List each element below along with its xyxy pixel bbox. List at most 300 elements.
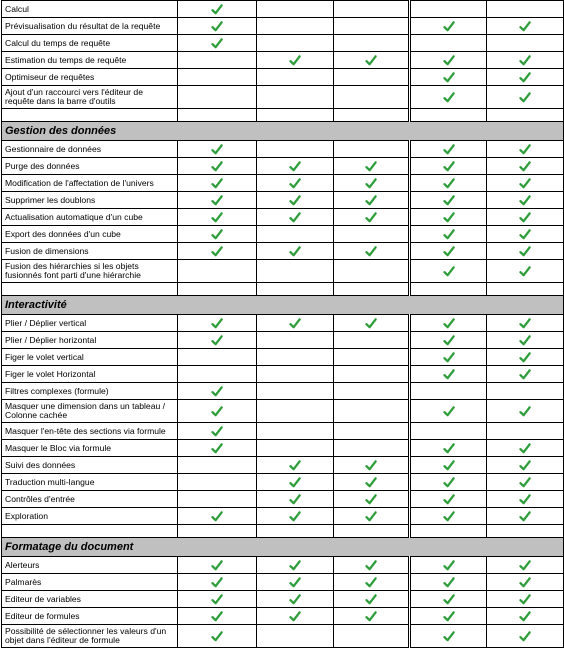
table-row — [2, 508, 564, 525]
check-cell — [178, 141, 257, 158]
table-row — [2, 141, 564, 158]
check-cell — [487, 243, 564, 260]
checkmark-icon — [443, 72, 455, 83]
check-cell — [178, 591, 257, 608]
feature-label: Editeur de formules — [2, 608, 178, 625]
check-cell — [487, 349, 564, 366]
check-cell — [257, 608, 334, 625]
checkmark-icon — [211, 161, 223, 172]
check-cell — [178, 209, 257, 226]
checkmark-icon — [289, 318, 301, 329]
check-cell — [178, 243, 257, 260]
check-cell — [410, 400, 487, 423]
feature-label: Masquer l'en-tête des sections via formule — [2, 423, 178, 440]
empty-cell — [257, 226, 334, 243]
checkmark-icon — [443, 161, 455, 172]
checkmark-icon — [443, 611, 455, 622]
section-header: Gestion des données — [2, 122, 564, 141]
table-row — [2, 349, 564, 366]
check-cell — [334, 574, 410, 591]
checkmark-icon — [289, 594, 301, 605]
empty-cell — [334, 400, 410, 423]
checkmark-icon — [519, 178, 531, 189]
check-cell — [410, 557, 487, 574]
table-body — [2, 1, 564, 648]
checkmark-icon — [443, 594, 455, 605]
check-cell — [334, 243, 410, 260]
empty-cell — [257, 141, 334, 158]
check-cell — [178, 508, 257, 525]
check-cell — [257, 243, 334, 260]
checkmark-icon — [211, 4, 223, 15]
check-cell — [334, 508, 410, 525]
checkmark-icon — [519, 594, 531, 605]
check-cell — [178, 440, 257, 457]
table-row — [2, 400, 564, 423]
empty-cell — [410, 423, 487, 440]
empty-cell — [410, 109, 487, 122]
check-cell — [410, 366, 487, 383]
check-cell — [334, 158, 410, 175]
check-cell — [410, 591, 487, 608]
checkmark-icon — [443, 369, 455, 380]
checkmark-icon — [519, 511, 531, 522]
checkmark-icon — [211, 443, 223, 454]
check-cell — [410, 52, 487, 69]
check-cell — [410, 349, 487, 366]
table-row — [2, 366, 564, 383]
feature-label: Plier / Déplier vertical — [2, 315, 178, 332]
empty-cell — [487, 423, 564, 440]
table-row — [2, 315, 564, 332]
check-cell — [334, 315, 410, 332]
checkmark-icon — [211, 178, 223, 189]
empty-cell — [334, 283, 410, 296]
check-cell — [334, 491, 410, 508]
checkmark-icon — [211, 229, 223, 240]
empty-cell — [257, 1, 334, 18]
checkmark-icon — [211, 611, 223, 622]
check-cell — [410, 608, 487, 625]
check-cell — [257, 474, 334, 491]
check-cell — [178, 608, 257, 625]
checkmark-icon — [365, 594, 377, 605]
checkmark-icon — [443, 144, 455, 155]
feature-label: Calcul du temps de requête — [2, 35, 178, 52]
empty-cell — [178, 474, 257, 491]
table-row — [2, 332, 564, 349]
checkmark-icon — [519, 55, 531, 66]
check-cell — [257, 175, 334, 192]
check-cell — [410, 226, 487, 243]
check-cell — [487, 158, 564, 175]
check-cell — [410, 69, 487, 86]
check-cell — [334, 591, 410, 608]
checkmark-icon — [519, 229, 531, 240]
spacer-row — [2, 525, 564, 538]
check-cell — [487, 608, 564, 625]
section-header: Interactivité — [2, 296, 564, 315]
checkmark-icon — [365, 178, 377, 189]
check-cell — [487, 591, 564, 608]
empty-cell — [178, 109, 257, 122]
empty-cell — [178, 52, 257, 69]
checkmark-icon — [289, 55, 301, 66]
check-cell — [410, 158, 487, 175]
checkmark-icon — [443, 318, 455, 329]
check-cell — [487, 474, 564, 491]
checkmark-icon — [443, 494, 455, 505]
checkmark-icon — [443, 266, 455, 277]
check-cell — [178, 574, 257, 591]
checkmark-icon — [211, 212, 223, 223]
check-cell — [487, 400, 564, 423]
check-cell — [487, 141, 564, 158]
feature-label: Actualisation automatique d'un cube — [2, 209, 178, 226]
table-row — [2, 440, 564, 457]
checkmark-icon — [211, 594, 223, 605]
check-cell — [178, 315, 257, 332]
check-cell — [257, 192, 334, 209]
checkmark-icon — [211, 335, 223, 346]
empty-cell — [257, 109, 334, 122]
empty-cell — [178, 69, 257, 86]
checkmark-icon — [519, 318, 531, 329]
checkmark-icon — [211, 386, 223, 397]
checkmark-icon — [519, 21, 531, 32]
empty-cell — [334, 625, 410, 648]
table-row — [2, 625, 564, 648]
checkmark-icon — [365, 460, 377, 471]
check-cell — [257, 574, 334, 591]
table-row — [2, 557, 564, 574]
check-cell — [410, 209, 487, 226]
feature-label: Fusion des hiérarchies si les objets fusionnés font parti d'une hiérarchie — [2, 260, 178, 283]
checkmark-icon — [211, 21, 223, 32]
check-cell — [410, 457, 487, 474]
checkmark-icon — [211, 38, 223, 49]
empty-cell — [257, 260, 334, 283]
section-header-row — [2, 296, 564, 315]
check-cell — [334, 557, 410, 574]
empty-cell — [487, 383, 564, 400]
checkmark-icon — [211, 560, 223, 571]
feature-label: Contrôles d'entrée — [2, 491, 178, 508]
check-cell — [410, 474, 487, 491]
check-cell — [334, 474, 410, 491]
check-cell — [410, 175, 487, 192]
checkmark-icon — [519, 246, 531, 257]
empty-cell — [487, 525, 564, 538]
checkmark-icon — [289, 511, 301, 522]
checkmark-icon — [365, 494, 377, 505]
feature-label: Possibilité de sélectionner les valeurs d'un objet dans l'éditeur de formule — [2, 625, 178, 648]
table-row — [2, 608, 564, 625]
check-cell — [410, 243, 487, 260]
table-row — [2, 209, 564, 226]
checkmark-icon — [211, 511, 223, 522]
checkmark-icon — [365, 477, 377, 488]
empty-cell — [487, 35, 564, 52]
feature-label: Fusion de dimensions — [2, 243, 178, 260]
feature-label: Modification de l'affectation de l'univers — [2, 175, 178, 192]
check-cell — [487, 209, 564, 226]
check-cell — [410, 574, 487, 591]
checkmark-icon — [289, 494, 301, 505]
table-row — [2, 260, 564, 283]
checkmark-icon — [289, 161, 301, 172]
table-row — [2, 423, 564, 440]
check-cell — [178, 1, 257, 18]
checkmark-icon — [289, 195, 301, 206]
checkmark-icon — [519, 560, 531, 571]
checkmark-icon — [443, 195, 455, 206]
checkmark-icon — [289, 611, 301, 622]
checkmark-icon — [443, 55, 455, 66]
check-cell — [178, 226, 257, 243]
check-cell — [178, 192, 257, 209]
empty-cell — [178, 349, 257, 366]
table-row — [2, 86, 564, 109]
checkmark-icon — [211, 195, 223, 206]
table-row — [2, 574, 564, 591]
check-cell — [334, 608, 410, 625]
empty-cell — [178, 491, 257, 508]
checkmark-icon — [289, 246, 301, 257]
checkmark-icon — [211, 577, 223, 588]
empty-cell — [334, 226, 410, 243]
check-cell — [487, 175, 564, 192]
empty-cell — [257, 349, 334, 366]
checkmark-icon — [365, 212, 377, 223]
checkmark-icon — [519, 494, 531, 505]
checkmark-icon — [211, 246, 223, 257]
checkmark-icon — [519, 406, 531, 417]
check-cell — [487, 332, 564, 349]
check-cell — [487, 315, 564, 332]
check-cell — [178, 18, 257, 35]
empty-cell — [257, 332, 334, 349]
feature-label: Ajout d'un raccourci vers l'éditeur de requête dans la barre d'outils — [2, 86, 178, 109]
empty-cell — [257, 625, 334, 648]
check-cell — [410, 491, 487, 508]
check-cell — [487, 440, 564, 457]
empty-cell — [334, 86, 410, 109]
table-row — [2, 18, 564, 35]
check-cell — [178, 400, 257, 423]
table-row — [2, 1, 564, 18]
table-row — [2, 591, 564, 608]
check-cell — [257, 491, 334, 508]
checkmark-icon — [443, 406, 455, 417]
empty-cell — [334, 18, 410, 35]
check-cell — [487, 69, 564, 86]
check-cell — [487, 366, 564, 383]
table-row — [2, 52, 564, 69]
checkmark-icon — [443, 246, 455, 257]
check-cell — [487, 226, 564, 243]
check-cell — [410, 332, 487, 349]
check-cell — [257, 508, 334, 525]
check-cell — [334, 457, 410, 474]
feature-label: Calcul — [2, 1, 178, 18]
empty-cell — [487, 109, 564, 122]
checkmark-icon — [211, 426, 223, 437]
feature-label: Purge des données — [2, 158, 178, 175]
empty-cell — [487, 283, 564, 296]
feature-label: Gestionnaire de données — [2, 141, 178, 158]
check-cell — [178, 557, 257, 574]
checkmark-icon — [519, 266, 531, 277]
check-cell — [487, 260, 564, 283]
feature-label: Prévisualisation du résultat de la requête — [2, 18, 178, 35]
empty-cell — [334, 525, 410, 538]
feature-label: Editeur de variables — [2, 591, 178, 608]
checkmark-icon — [443, 577, 455, 588]
spacer-row — [2, 283, 564, 296]
check-cell — [257, 457, 334, 474]
check-cell — [410, 86, 487, 109]
table-row — [2, 457, 564, 474]
empty-cell — [257, 18, 334, 35]
checkmark-icon — [289, 577, 301, 588]
empty-cell — [257, 283, 334, 296]
empty-cell — [178, 260, 257, 283]
empty-cell — [178, 86, 257, 109]
empty-cell — [410, 1, 487, 18]
checkmark-icon — [443, 212, 455, 223]
feature-label: Supprimer les doublons — [2, 192, 178, 209]
table-row — [2, 69, 564, 86]
checkmark-icon — [289, 560, 301, 571]
table-row — [2, 226, 564, 243]
check-cell — [178, 175, 257, 192]
checkmark-icon — [365, 511, 377, 522]
check-cell — [410, 260, 487, 283]
check-cell — [487, 192, 564, 209]
empty-cell — [334, 440, 410, 457]
empty-cell — [2, 283, 178, 296]
empty-cell — [334, 423, 410, 440]
table-row — [2, 175, 564, 192]
checkmark-icon — [519, 92, 531, 103]
table-row — [2, 243, 564, 260]
checkmark-icon — [519, 212, 531, 223]
empty-cell — [257, 440, 334, 457]
empty-cell — [2, 525, 178, 538]
empty-cell — [334, 35, 410, 52]
checkmark-icon — [443, 178, 455, 189]
feature-label: Optimiseur de requêtes — [2, 69, 178, 86]
checkmark-icon — [443, 477, 455, 488]
checkmark-icon — [443, 21, 455, 32]
empty-cell — [334, 366, 410, 383]
checkmark-icon — [519, 335, 531, 346]
check-cell — [410, 508, 487, 525]
table-row — [2, 491, 564, 508]
feature-label: Exploration — [2, 508, 178, 525]
checkmark-icon — [519, 161, 531, 172]
empty-cell — [257, 366, 334, 383]
checkmark-icon — [211, 631, 223, 642]
checkmark-icon — [519, 460, 531, 471]
check-cell — [334, 52, 410, 69]
checkmark-icon — [519, 477, 531, 488]
checkmark-icon — [519, 352, 531, 363]
empty-cell — [257, 86, 334, 109]
checkmark-icon — [289, 178, 301, 189]
feature-label: Figer le volet Horizontal — [2, 366, 178, 383]
feature-comparison-table — [1, 0, 564, 648]
feature-label: Filtres complexes (formule) — [2, 383, 178, 400]
empty-cell — [410, 383, 487, 400]
check-cell — [487, 18, 564, 35]
checkmark-icon — [365, 318, 377, 329]
empty-cell — [334, 332, 410, 349]
checkmark-icon — [443, 511, 455, 522]
check-cell — [178, 35, 257, 52]
check-cell — [487, 457, 564, 474]
checkmark-icon — [365, 560, 377, 571]
empty-cell — [178, 525, 257, 538]
check-cell — [178, 625, 257, 648]
check-cell — [410, 625, 487, 648]
empty-cell — [334, 69, 410, 86]
empty-cell — [178, 283, 257, 296]
feature-label: Alerteurs — [2, 557, 178, 574]
checkmark-icon — [519, 195, 531, 206]
check-cell — [410, 18, 487, 35]
checkmark-icon — [289, 477, 301, 488]
checkmark-icon — [519, 631, 531, 642]
feature-label: Traduction multi-langue — [2, 474, 178, 491]
empty-cell — [257, 69, 334, 86]
section-header: Formatage du document — [2, 538, 564, 557]
checkmark-icon — [443, 443, 455, 454]
check-cell — [487, 86, 564, 109]
feature-label: Plier / Déplier horizontal — [2, 332, 178, 349]
feature-label: Export des données d'un cube — [2, 226, 178, 243]
checkmark-icon — [519, 72, 531, 83]
check-cell — [257, 557, 334, 574]
empty-cell — [257, 383, 334, 400]
feature-label: Masquer le Bloc via formule — [2, 440, 178, 457]
checkmark-icon — [519, 443, 531, 454]
checkmark-icon — [365, 161, 377, 172]
check-cell — [487, 625, 564, 648]
checkmark-icon — [211, 318, 223, 329]
empty-cell — [257, 423, 334, 440]
check-cell — [410, 315, 487, 332]
checkmark-icon — [443, 229, 455, 240]
checkmark-icon — [443, 92, 455, 103]
check-cell — [178, 383, 257, 400]
checkmark-icon — [443, 560, 455, 571]
empty-cell — [487, 1, 564, 18]
checkmark-icon — [443, 335, 455, 346]
check-cell — [487, 491, 564, 508]
check-cell — [334, 192, 410, 209]
checkmark-icon — [211, 144, 223, 155]
check-cell — [257, 52, 334, 69]
checkmark-icon — [519, 577, 531, 588]
check-cell — [178, 423, 257, 440]
check-cell — [257, 315, 334, 332]
checkmark-icon — [443, 460, 455, 471]
empty-cell — [2, 109, 178, 122]
section-header-row — [2, 122, 564, 141]
table-row — [2, 158, 564, 175]
